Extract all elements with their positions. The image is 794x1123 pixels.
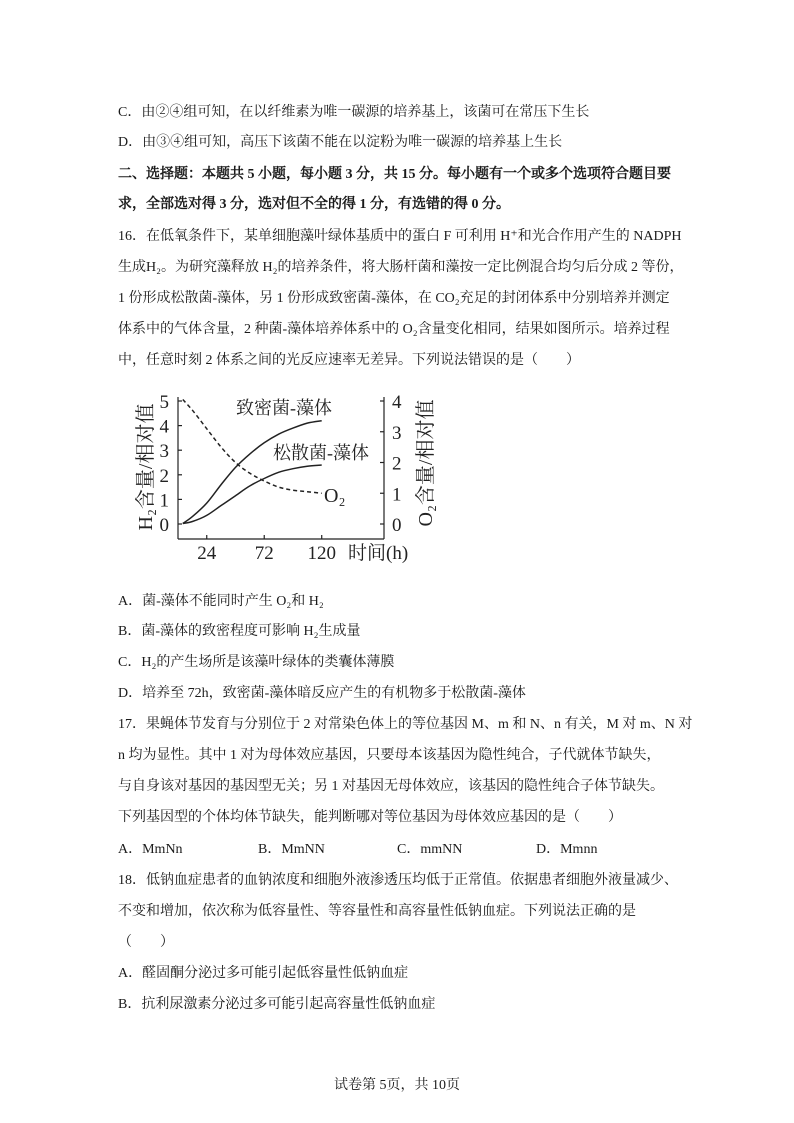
right-y-tick-label: 0 — [392, 515, 402, 536]
q16-option-b: B．菌-藻体的致密程度可影响 H₂生成量 — [118, 624, 361, 639]
q18-option-a: A．醛固酮分泌过多可能引起低容量性低钠血症 — [118, 966, 409, 981]
right-y-tick-label: 3 — [392, 422, 402, 444]
q17-option-a: A．MmNn — [118, 842, 183, 857]
left-y-tick-label: 4 — [159, 416, 169, 438]
right-y-tick-label: 1 — [392, 484, 402, 506]
x-tick-label: 72 — [254, 543, 274, 564]
q17-option-d: D．Mmnn — [536, 842, 598, 857]
q17-stem-line-1: 17．果蝇体节发育与分别位于 2 对常染色体上的等位基因 M、m 和 N、n 有关，M 对 m、N 对 — [118, 717, 693, 732]
left-y-tick-label: 1 — [159, 490, 169, 512]
series-line-dense — [183, 421, 322, 524]
x-tick-label: 120 — [307, 543, 336, 564]
section-heading-line-2: 求，全部选对得 3 分，选对但不全的得 1 分，有选错的得 0 分。 — [118, 197, 510, 212]
left-y-tick-label: 3 — [159, 441, 169, 463]
right-y-tick-label: 4 — [392, 392, 402, 413]
q18-stem-line-3: （ ） — [118, 935, 174, 950]
q16-gas-content-chart — [118, 385, 440, 570]
q18-stem-line-2: 不变和增加，依次称为低容量性、等容量性和高容量性低钠血症。下列说法正确的是 — [118, 904, 636, 919]
left-y-tick-label: 2 — [159, 465, 169, 487]
prev-question-option-c: C．由②④组可知，在以纤维素为唯一碳源的培养基上，该菌可在常压下生长 — [118, 105, 590, 120]
q16-stem-line-5: 中，任意时刻 2 体系之间的光反应速率无差异。下列说法错误的是（ ） — [118, 353, 580, 368]
right-y-tick-label: 2 — [392, 453, 402, 475]
q17-option-b: B．MmNN — [258, 842, 325, 857]
x-axis-title: 时间(h) — [348, 543, 409, 564]
q18-stem-line-1: 18．低钠血症患者的血钠浓度和细胞外液渗透压均低于正常值。依据患者细胞外液量减少、 — [118, 873, 678, 888]
left-y-tick-label: 5 — [159, 392, 169, 413]
section-heading-line-1: 二、选择题：本题共 5 小题，每小题 3 分，共 15 分。每小题有一个或多个选项符合题目要 — [118, 167, 671, 182]
x-tick-label: 24 — [197, 543, 217, 564]
q16-stem-line-4: 体系中的气体含量，2 种菌-藻体培养体系中的 O₂含量变化相同，结果如图所示。培养过程 — [118, 322, 670, 337]
prev-question-option-d: D．由③④组可知，高压下该菌不能在以淀粉为唯一碳源的培养基上生长 — [118, 135, 563, 150]
q16-option-d: D．培养至 72h，致密菌-藻体暗反应产生的有机物多于松散菌-藻体 — [118, 686, 526, 701]
q17-stem-line-4: 下列基因型的个体均体节缺失，能判断哪对等位基因为母体效应基因的是（ ） — [118, 810, 622, 825]
left-y-axis-title: H₂含量/相对值 — [135, 403, 157, 531]
series-label-dense: 致密菌-藻体 — [236, 398, 332, 418]
right-y-axis-title: O₂含量/相对值 — [415, 399, 437, 527]
q16-stem-line-2: 生成H₂。为研究藻释放 H₂的培养条件，将大肠杆菌和藻按一定比例混合均匀后分成 2 等份， — [118, 260, 684, 275]
series-line-loose — [183, 465, 322, 524]
q17-stem-line-2: n 均为显性。其中 1 对为母体效应基因，只要母本该基因为隐性纯合，子代就体节缺失， — [118, 748, 661, 763]
q16-option-a: A．菌-藻体不能同时产生 O₂和 H₂ — [118, 594, 324, 609]
q17-option-c: C．mmNN — [397, 842, 463, 857]
q18-option-b: B．抗利尿激素分泌过多可能引起高容量性低钠血症 — [118, 997, 436, 1012]
q16-stem-line-3: 1 份形成松散菌-藻体，另 1 份形成致密菌-藻体，在 CO₂充足的封闭体系中分别培养并测定 — [118, 291, 670, 306]
q16-stem-line-1: 16．在低氧条件下，某单细胞藻叶绿体基质中的蛋白 F 可利用 H⁺和光合作用产生的 NADPH — [118, 229, 682, 244]
page-footer: 试卷第 5页，共 10页 — [334, 1078, 460, 1093]
left-y-tick-label: 0 — [159, 515, 169, 536]
series-label-loose: 松散菌-藻体 — [273, 443, 369, 463]
q17-stem-line-3: 与自身该对基因的基因型无关；另 1 对基因无母体效应，该基因的隐性纯合子体节缺失。 — [118, 779, 664, 794]
q16-option-c: C．H₂的产生场所是该藻叶绿体的类囊体薄膜 — [118, 655, 395, 670]
series-label-o2: O₂ — [324, 485, 346, 507]
